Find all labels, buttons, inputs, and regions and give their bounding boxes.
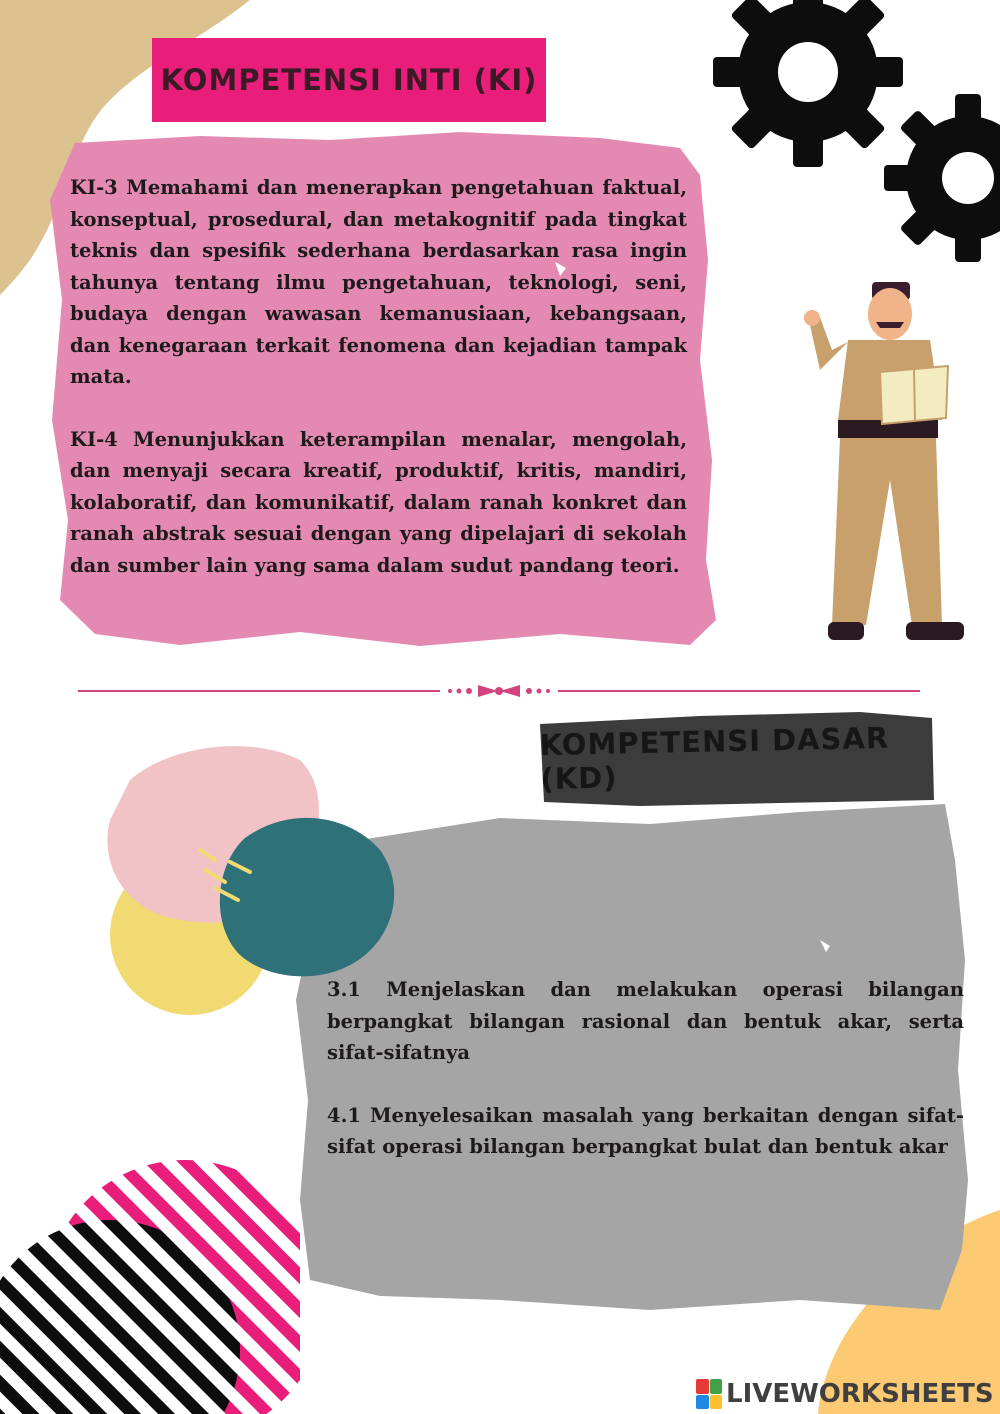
- bow-ornament-icon: [448, 685, 550, 697]
- ki-title-banner: [152, 38, 546, 122]
- brand-text: LIVEWORKSHEETS: [726, 1379, 994, 1409]
- logo-square-4: [710, 1395, 723, 1410]
- ki-3-paragraph: KI-3 Memahami dan menerapkan pengetahuan faktual, konseptual, prosedural, dan metakognitif pada tingkat teknis dan spesifik sederhana berdasarkan rasa ingin tahunya tentang ilmu pengetahuan, teknologi, seni, budaya dengan wawasan kemanusiaan, kebangsaan, dan kenegaraan terkait fenomena dan kejadian tampak mata.: [70, 176, 687, 388]
- kd-title: KOMPETENSI DASAR (KD): [539, 720, 890, 797]
- ki-4-paragraph: KI-4 Menunjukkan keterampilan menalar, mengolah, dan menyaji secara kreatif, produktif, kritis, mandiri, kolaboratif, dan komunikatif, dalam ranah konkret dan ranah abstrak sesuai dengan yang dipelajari di sekolah dan sumber lain yang sama dalam sudut pandang teori.: [70, 427, 687, 577]
- ki-content: [70, 172, 687, 581]
- teacher-illustration: [804, 282, 964, 640]
- kd-content: [327, 974, 964, 1163]
- striped-decoration: [0, 1160, 325, 1414]
- liveworksheets-logo-icon: [696, 1379, 722, 1409]
- logo-square-2: [710, 1379, 723, 1394]
- logo-square-1: [696, 1379, 709, 1394]
- logo-square-3: [696, 1395, 709, 1410]
- kd-4-1-paragraph: 4.1 Menyelesaikan masalah yang berkaitan dengan sifat-sifat operasi bilangan berpangkat bulat dan bentuk akar: [327, 1103, 964, 1158]
- liveworksheets-brand: [696, 1376, 994, 1412]
- section-divider: [78, 683, 920, 699]
- ki-title: KOMPETENSI INTI (KI): [160, 63, 538, 97]
- gears-icon: [713, 0, 1000, 262]
- kd-3-1-paragraph: 3.1 Menjelaskan dan melakukan operasi bilangan berpangkat bilangan rasional dan bentuk akar, serta sifat-sifatnya: [327, 978, 964, 1064]
- kd-title-banner: [539, 714, 933, 802]
